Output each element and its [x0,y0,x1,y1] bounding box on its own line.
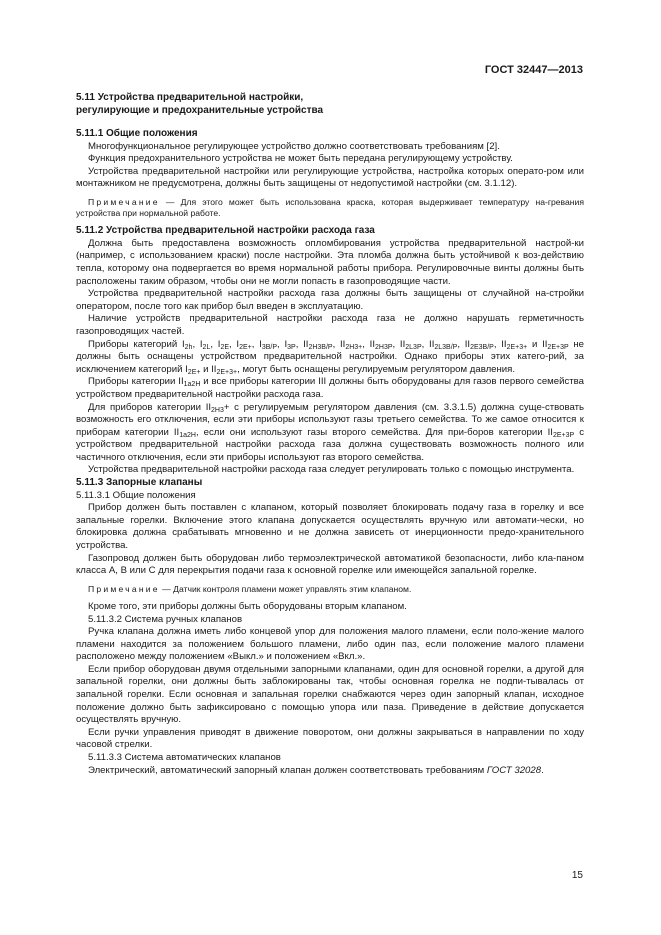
note-text: — Для этого может быть использована краска, которая выдерживает температуру на-гревания устройства при нормальной работе. [76,196,584,219]
paragraph: Приборы категории $II_{1a2H}$ и все приборы категории III должны быть оборудованы для газов первого семейства устройством предварительной настройки расхода газа. [76,376,584,400]
standard-reference: ГОСТ 32028 [486,764,542,776]
section-5-11-1-title: 5.11.1 Общие положения [76,128,198,139]
paragraph-categories: Приборы категорий $I_{2h}$, $I_{2L}$, $I_{2E}$, $I_{2E+}$, $I_{3B/P}$, $I_{3P}$, $II_{2H3B/P}$, $II_{2H3+}$, $II_{2H3P}$, $II_{2L3P}$, $II_{2L3B/P}$, $II_{2E3B/P}$, $II_{2E+3+}$ и $II_{2E+3P}$ не должны быть оснащены устройством предварительной настройки. Однако приборы этих катего-рий, за исключением категорий $I_{2E+}$ и $II_{2E+3+}$, могут быть оснащены регулируемым регулятором давления. [76,338,585,376]
paragraph: Наличие устройств предварительной настройки расхода газа не должно нарушать герметичность газопроводящих частей. [76,313,584,337]
page-content [76,92,584,777]
paragraph: Устройства предварительной настройки расхода газа должны быть защищены от случайной на-стройки оператором, после того как прибор был введен в эксплуатацию. [76,288,584,312]
paragraph: Устройства предварительной настройки или регулирующие устройства, настройка которых операто-ром или монтажником не предусмотрена, должны быть защищены от недопустимой настройки (см. 3.1.12). [76,165,584,190]
paragraph: Прибор должен быть поставлен с клапаном, который позволяет блокировать подачу газа в горелку и все запальные горелки. Включение этого клапана допускается осуществлять вручную или автомати-чески, но блокировка должна срабатывать мгновенно и не должна зависеть от инерционности предо-хранительного устройства. [76,502,584,551]
note [76,584,584,595]
section-title-line2: регулирующие и предохранительные устройства [76,104,324,116]
section-5-11-2-title: 5.11.2 Устройства предварительной настройки расхода газа [76,225,375,237]
paragraph: Ручка клапана должна иметь либо концевой упор для положения малого пламени, если поло-жение малого пламени находится за положением большого пламени, либо один паз, если положение малого пламени расположено между положением «Выкл.» и положением «Вкл.». [76,626,584,663]
subsection-title: 5.11.3.3 Система автоматических клапанов [88,752,281,764]
paragraph: Если ручки управления приводят в движение поворотом, они должны закрываться в направлении по ходу часовой стрелки. [76,726,584,751]
note [76,197,584,219]
note-label: Примечание [88,196,160,207]
paragraph: Функция предохранительного устройства не может быть передана регулирующему устройству. [88,153,513,165]
section-5-11-3-title: 5.11.3 Запорные клапаны [76,477,203,489]
subsection-title: 5.11.3.2 Система ручных клапанов [88,613,243,625]
paragraph: Электрический, автоматический запорный клапан должен соответствовать требованиям ГОСТ 32028. [88,764,544,776]
paragraph: Газопровод должен быть оборудован либо термоэлектрической автоматикой безопасности, либо кла-паном класса A, B или C для перекрытия подачи газа к основной горелке или имеющейся запальной горелке. [76,552,584,577]
page-number: 15 [571,870,583,881]
subsection-title: 5.11.3.1 Общие положения [76,489,196,501]
note-label: Примечание [88,583,160,594]
paragraph: Многофункциональное регулирующее устройство должно соответствовать требованиям [2]. [88,140,500,152]
paragraph: Для приборов категории $II_{2H3}+ с$ регулируемым регулятором давления (см. 3.3.1.5) должна суще-ствовать возможность его отключения, если эти приборы используют газы третьего семейства. То же самое относится к приборам категории $II_{1a2H}$, если они используют газы второго семейства. Для при-боров категории $II_{2E+3P}$ с устройством предварительной настройки расхода газа должна существовать возможность полного или частичного отключения, если эти приборы используют газ второго семейства. [76,401,585,463]
section-title-line1: 5.11 Устройства предварительной настройки, [76,92,304,103]
section-5-11-title [76,92,584,117]
note-text: — Датчик контроля пламени может управлять этим клапаном. [159,583,412,594]
paragraph: Кроме того, эти приборы должны быть оборудованы вторым клапаном. [88,600,407,612]
paragraph: Если прибор оборудован двумя отдельными запорными клапанами, один для основной горелки, а другой для запальной горелки, они должны быть заблокированы так, чтобы основная горелка не подпи-тывалась от запальной горелки. Если основная и запальная горелки снабжаются через один запорный клапан, исходное положение должно быть зафиксировано с помощью упора или паза. Приведение в действие допускается осуществлять вручную. [76,663,584,726]
paragraph: Должна быть предоставлена возможность опломбирования устройства предварительной настрой-ки (например, с использованием краски) после настройки. Эта пломба должна быть устойчивой к воз-действию тепла, которому она подвергается во время нормальной работы прибора. Регулировочные винты должны быть расположены таким образом, чтобы они не могли попасть в газопроводящие части. [76,237,584,287]
paragraph: Устройства предварительной настройки расхода газа следует регулировать только с помощью инструмента. [88,464,575,476]
standard-number: ГОСТ 32447—2013 [484,64,583,76]
